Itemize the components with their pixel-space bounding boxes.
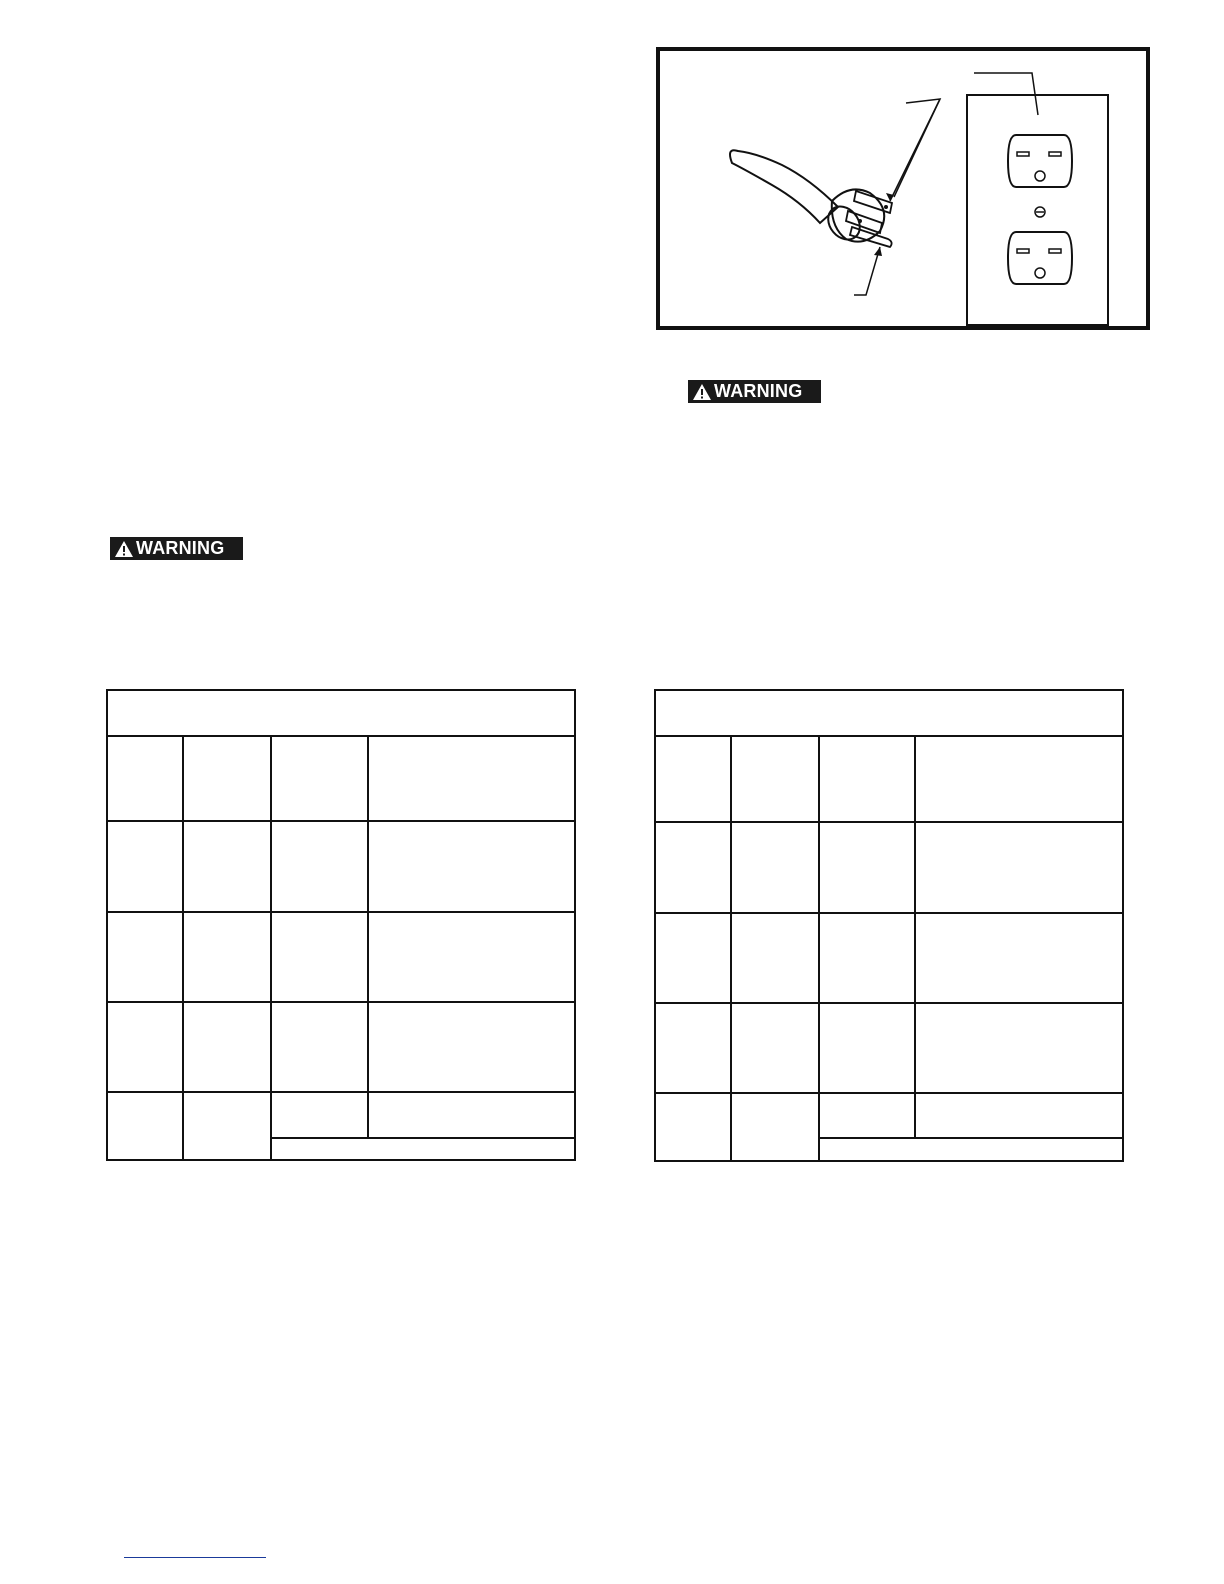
warning-label: WARNING <box>136 538 225 558</box>
footer-link[interactable] <box>124 1557 266 1558</box>
outlet-icon <box>967 73 1108 325</box>
warning-triangle-icon <box>692 383 712 401</box>
extension-cord-table-right <box>654 689 1126 1164</box>
warning-triangle-icon <box>114 540 134 558</box>
warning-label: WARNING <box>714 381 803 401</box>
warning-badge-right <box>688 380 821 403</box>
plug-outlet-illustration <box>660 51 1146 326</box>
plug-icon <box>730 99 940 295</box>
extension-cord-table-left <box>106 689 578 1164</box>
plug-outlet-figure <box>656 47 1150 330</box>
warning-badge-left <box>110 537 243 560</box>
